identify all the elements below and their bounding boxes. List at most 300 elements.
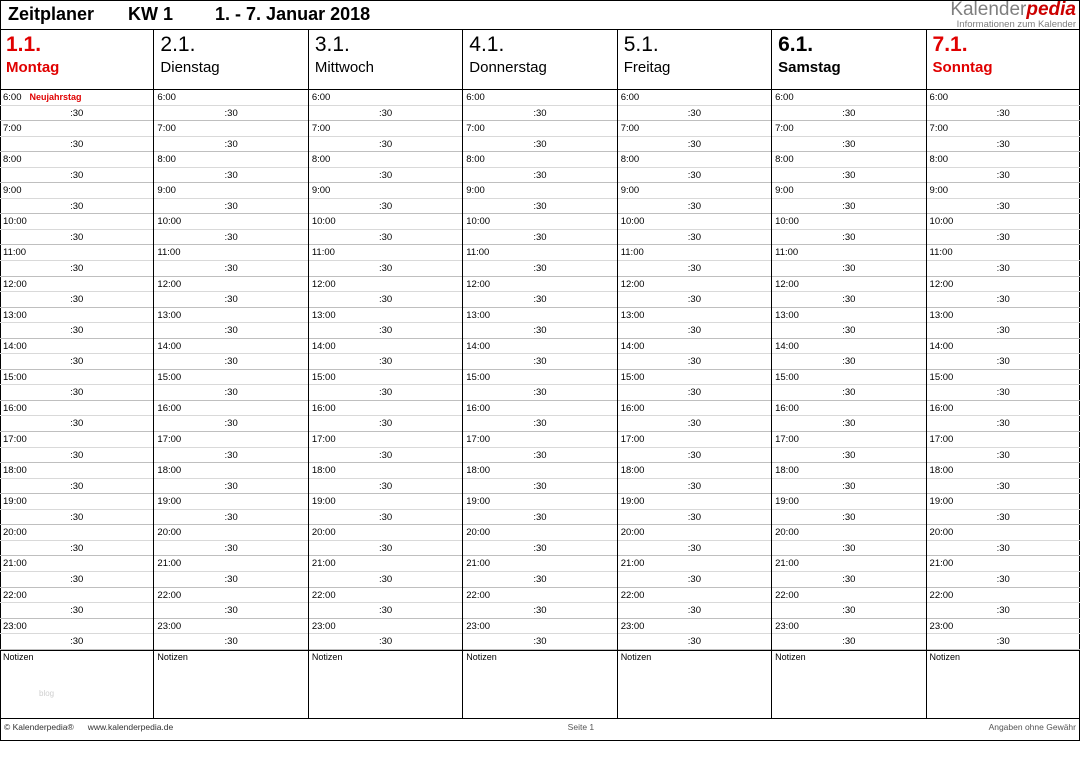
- time-slot[interactable]: [0, 494, 153, 510]
- time-slot[interactable]: [618, 370, 771, 386]
- time-label: 20:00: [775, 527, 799, 539]
- time-slot[interactable]: [463, 277, 616, 293]
- time-slot[interactable]: [0, 292, 153, 308]
- time-slot[interactable]: [154, 137, 307, 153]
- time-slot[interactable]: [772, 416, 925, 432]
- time-slot[interactable]: [618, 214, 771, 230]
- time-slot[interactable]: [618, 401, 771, 417]
- time-slot[interactable]: [0, 370, 153, 386]
- time-label: :30: [533, 636, 547, 648]
- time-slot[interactable]: [772, 245, 925, 261]
- time-slot[interactable]: [0, 401, 153, 417]
- time-slot[interactable]: [772, 168, 925, 184]
- time-slot[interactable]: [154, 479, 307, 495]
- time-slot[interactable]: [309, 619, 462, 635]
- time-slot[interactable]: [618, 323, 771, 339]
- time-slot[interactable]: [618, 354, 771, 370]
- time-label: 19:00: [929, 496, 954, 508]
- time-slot[interactable]: [463, 541, 616, 557]
- time-slot[interactable]: [463, 370, 616, 386]
- time-slot[interactable]: [0, 308, 153, 324]
- time-slot[interactable]: [772, 277, 925, 293]
- time-slot[interactable]: [618, 494, 771, 510]
- time-slot[interactable]: [309, 385, 462, 401]
- time-slot[interactable]: [154, 292, 307, 308]
- time-slot[interactable]: [927, 494, 1080, 510]
- time-slot[interactable]: [618, 308, 771, 324]
- time-slot[interactable]: [154, 152, 307, 168]
- time-slot[interactable]: [772, 572, 925, 588]
- time-slot[interactable]: [927, 416, 1080, 432]
- time-slot[interactable]: [154, 401, 307, 417]
- time-slot[interactable]: [154, 277, 307, 293]
- time-slot[interactable]: [0, 323, 153, 339]
- time-slot[interactable]: [309, 152, 462, 168]
- time-slot[interactable]: [927, 106, 1080, 122]
- time-slot[interactable]: [927, 401, 1080, 417]
- time-slot[interactable]: [927, 448, 1080, 464]
- time-slot[interactable]: [154, 463, 307, 479]
- time-slot[interactable]: [309, 106, 462, 122]
- time-slot[interactable]: [154, 230, 307, 246]
- time-slot[interactable]: [463, 463, 616, 479]
- time-slot[interactable]: [0, 448, 153, 464]
- time-slot[interactable]: [618, 121, 771, 137]
- time-slot[interactable]: [463, 308, 616, 324]
- time-slot[interactable]: [0, 245, 153, 261]
- time-label: :30: [687, 480, 701, 492]
- time-slot[interactable]: [927, 634, 1080, 650]
- time-slot[interactable]: [0, 463, 153, 479]
- time-slot[interactable]: [463, 90, 616, 106]
- time-slot[interactable]: [463, 152, 616, 168]
- time-slot[interactable]: [309, 479, 462, 495]
- time-slot[interactable]: [0, 152, 153, 168]
- time-slot[interactable]: [154, 90, 307, 106]
- time-slot[interactable]: [927, 277, 1080, 293]
- time-slot[interactable]: [0, 168, 153, 184]
- time-slot[interactable]: [309, 168, 462, 184]
- time-slot[interactable]: [927, 463, 1080, 479]
- time-slot[interactable]: [154, 588, 307, 604]
- time-slot[interactable]: [772, 183, 925, 199]
- time-slot[interactable]: [618, 339, 771, 355]
- time-slot[interactable]: [309, 432, 462, 448]
- time-slot[interactable]: [772, 230, 925, 246]
- time-slot[interactable]: [0, 634, 153, 650]
- time-slot[interactable]: [154, 261, 307, 277]
- time-slot[interactable]: [154, 494, 307, 510]
- time-label: 7:00: [929, 123, 949, 135]
- time-label: :30: [533, 605, 547, 617]
- time-slot[interactable]: [927, 152, 1080, 168]
- time-slot[interactable]: [154, 106, 307, 122]
- time-slot[interactable]: [309, 354, 462, 370]
- time-slot[interactable]: [618, 183, 771, 199]
- time-slot[interactable]: [463, 556, 616, 572]
- time-slot[interactable]: [0, 479, 153, 495]
- time-slot[interactable]: [463, 494, 616, 510]
- time-slot[interactable]: [154, 339, 307, 355]
- time-slot[interactable]: [154, 214, 307, 230]
- time-label: :30: [842, 107, 856, 119]
- time-label: 23:00: [157, 620, 182, 632]
- holiday-event-label: Neujahrstag: [29, 92, 82, 102]
- time-label: 9:00: [3, 185, 22, 197]
- time-slot[interactable]: [772, 603, 925, 619]
- time-slot[interactable]: [618, 385, 771, 401]
- time-slot[interactable]: [463, 603, 616, 619]
- time-slot[interactable]: [309, 183, 462, 199]
- time-slot[interactable]: [154, 416, 307, 432]
- time-slot[interactable]: [927, 168, 1080, 184]
- time-slot[interactable]: [309, 245, 462, 261]
- time-slot[interactable]: [0, 416, 153, 432]
- time-label: :30: [996, 511, 1010, 523]
- time-slot[interactable]: [463, 401, 616, 417]
- time-slot[interactable]: [618, 277, 771, 293]
- time-slot[interactable]: [309, 339, 462, 355]
- time-slot[interactable]: [309, 541, 462, 557]
- time-slot[interactable]: [618, 416, 771, 432]
- time-label: :30: [842, 636, 856, 648]
- time-slot[interactable]: [309, 603, 462, 619]
- time-slot[interactable]: [0, 261, 153, 277]
- time-slot[interactable]: [0, 354, 153, 370]
- time-label: 10:00: [157, 216, 182, 228]
- time-label: :30: [70, 200, 84, 212]
- time-slot[interactable]: [463, 385, 616, 401]
- time-label: 18:00: [620, 465, 645, 477]
- time-label: :30: [996, 605, 1010, 617]
- time-slot[interactable]: [463, 230, 616, 246]
- time-slot[interactable]: [772, 90, 925, 106]
- time-slot[interactable]: [927, 619, 1080, 635]
- time-slot[interactable]: [618, 572, 771, 588]
- time-slot[interactable]: [618, 634, 771, 650]
- time-label: 23:00: [929, 620, 954, 632]
- time-slot[interactable]: [463, 261, 616, 277]
- time-slot[interactable]: [0, 137, 153, 153]
- time-slot[interactable]: [618, 199, 771, 215]
- time-slot[interactable]: [463, 448, 616, 464]
- time-label: 11:00: [775, 247, 799, 259]
- time-slot[interactable]: [927, 603, 1080, 619]
- time-slot[interactable]: [0, 510, 153, 526]
- time-slot[interactable]: [0, 90, 153, 106]
- time-slot[interactable]: [772, 588, 925, 604]
- time-label: :30: [842, 294, 856, 306]
- time-slot[interactable]: [772, 556, 925, 572]
- time-label: :30: [687, 200, 701, 212]
- time-slot[interactable]: [309, 230, 462, 246]
- time-slot[interactable]: [772, 370, 925, 386]
- time-slot[interactable]: [772, 323, 925, 339]
- time-slot[interactable]: [772, 401, 925, 417]
- time-slot[interactable]: [309, 277, 462, 293]
- time-slot[interactable]: [927, 556, 1080, 572]
- time-slot[interactable]: [154, 619, 307, 635]
- time-slot[interactable]: [309, 588, 462, 604]
- time-slot[interactable]: [0, 214, 153, 230]
- time-slot[interactable]: [463, 245, 616, 261]
- time-slot[interactable]: [772, 448, 925, 464]
- time-slot[interactable]: [927, 261, 1080, 277]
- time-slot[interactable]: [772, 385, 925, 401]
- time-slot[interactable]: [927, 183, 1080, 199]
- time-slot[interactable]: [927, 432, 1080, 448]
- time-slot[interactable]: [463, 525, 616, 541]
- time-slot[interactable]: [927, 199, 1080, 215]
- time-slot[interactable]: [463, 339, 616, 355]
- time-slot[interactable]: [927, 510, 1080, 526]
- time-slot[interactable]: [927, 245, 1080, 261]
- time-slot[interactable]: [463, 479, 616, 495]
- time-slot[interactable]: [618, 168, 771, 184]
- notes-cell-7[interactable]: [927, 651, 1080, 718]
- time-slot[interactable]: [0, 556, 153, 572]
- time-label: :30: [842, 605, 856, 617]
- time-slot[interactable]: [772, 541, 925, 557]
- time-slot[interactable]: [772, 463, 925, 479]
- time-slot[interactable]: [309, 510, 462, 526]
- time-slot[interactable]: [309, 261, 462, 277]
- time-slot[interactable]: [772, 525, 925, 541]
- time-slot[interactable]: [154, 525, 307, 541]
- time-slot[interactable]: [618, 479, 771, 495]
- time-slot[interactable]: [154, 354, 307, 370]
- time-slot[interactable]: [618, 510, 771, 526]
- time-label: 19:00: [620, 496, 645, 508]
- time-slot[interactable]: [463, 572, 616, 588]
- time-slot[interactable]: [309, 292, 462, 308]
- time-slot[interactable]: [309, 199, 462, 215]
- time-label: :30: [533, 294, 547, 306]
- time-slot[interactable]: [309, 448, 462, 464]
- time-slot[interactable]: [772, 432, 925, 448]
- time-slot[interactable]: [618, 90, 771, 106]
- time-slot[interactable]: [772, 292, 925, 308]
- time-label: :30: [533, 138, 547, 150]
- time-slot[interactable]: [154, 168, 307, 184]
- time-slot[interactable]: [772, 354, 925, 370]
- time-slot[interactable]: [0, 603, 153, 619]
- day-name: Samstag: [778, 59, 841, 76]
- time-label: 21:00: [775, 558, 799, 570]
- time-slot[interactable]: [618, 432, 771, 448]
- time-slot[interactable]: [618, 541, 771, 557]
- page-title: Zeitplaner: [8, 4, 95, 24]
- time-slot[interactable]: [309, 401, 462, 417]
- time-slot[interactable]: [618, 588, 771, 604]
- time-slot[interactable]: [927, 292, 1080, 308]
- notes-cell-1[interactable]: [0, 651, 154, 718]
- time-slot[interactable]: [154, 245, 307, 261]
- time-label: :30: [70, 387, 84, 399]
- time-slot[interactable]: [154, 634, 307, 650]
- time-slot[interactable]: [618, 525, 771, 541]
- time-slot[interactable]: [927, 541, 1080, 557]
- time-slot[interactable]: [463, 199, 616, 215]
- time-slot[interactable]: [463, 137, 616, 153]
- time-slot[interactable]: [0, 385, 153, 401]
- time-slot[interactable]: [0, 121, 153, 137]
- day-header-7: [927, 30, 1080, 89]
- time-slot[interactable]: [0, 183, 153, 199]
- notes-cell-3[interactable]: [309, 651, 463, 718]
- time-slot[interactable]: [772, 214, 925, 230]
- time-label: 11:00: [3, 247, 27, 259]
- notes-cell-5[interactable]: [618, 651, 772, 718]
- time-slot[interactable]: [0, 199, 153, 215]
- time-slot[interactable]: [0, 588, 153, 604]
- time-slot[interactable]: [154, 556, 307, 572]
- time-slot[interactable]: [309, 137, 462, 153]
- time-slot[interactable]: [927, 230, 1080, 246]
- time-slot[interactable]: [154, 510, 307, 526]
- time-slot[interactable]: [927, 137, 1080, 153]
- time-slot[interactable]: [0, 619, 153, 635]
- time-slot[interactable]: [463, 168, 616, 184]
- time-slot[interactable]: [154, 385, 307, 401]
- notes-cell-6[interactable]: [772, 651, 926, 718]
- time-slot[interactable]: [0, 106, 153, 122]
- time-label: 12:00: [3, 278, 27, 290]
- time-label: :30: [996, 636, 1010, 648]
- time-slot[interactable]: [309, 634, 462, 650]
- time-slot[interactable]: [154, 541, 307, 557]
- footer-url[interactable]: www.kalenderpedia.de: [87, 721, 174, 732]
- time-slot[interactable]: [772, 510, 925, 526]
- time-slot[interactable]: [463, 183, 616, 199]
- time-slot[interactable]: [927, 308, 1080, 324]
- time-slot[interactable]: [618, 261, 771, 277]
- time-slot[interactable]: [927, 90, 1080, 106]
- time-slot[interactable]: [309, 323, 462, 339]
- time-slot[interactable]: [618, 152, 771, 168]
- time-slot[interactable]: [309, 308, 462, 324]
- time-slot[interactable]: [772, 619, 925, 635]
- time-slot[interactable]: [463, 214, 616, 230]
- time-slot[interactable]: [927, 572, 1080, 588]
- time-slot[interactable]: [772, 339, 925, 355]
- time-slot[interactable]: [772, 152, 925, 168]
- time-slot[interactable]: [463, 292, 616, 308]
- time-slot[interactable]: [154, 308, 307, 324]
- time-slot[interactable]: [309, 556, 462, 572]
- time-slot[interactable]: [154, 603, 307, 619]
- time-slot[interactable]: [927, 339, 1080, 355]
- time-slot[interactable]: [618, 106, 771, 122]
- time-slot[interactable]: [154, 121, 307, 137]
- time-slot[interactable]: [618, 137, 771, 153]
- time-slot[interactable]: [618, 463, 771, 479]
- time-slot[interactable]: [772, 121, 925, 137]
- time-slot[interactable]: [0, 572, 153, 588]
- time-slot[interactable]: [927, 354, 1080, 370]
- notes-cell-4[interactable]: [463, 651, 617, 718]
- time-slot[interactable]: [463, 354, 616, 370]
- time-slot[interactable]: [618, 448, 771, 464]
- day-name: Mittwoch: [314, 59, 375, 76]
- time-slot[interactable]: [927, 479, 1080, 495]
- time-slot[interactable]: [927, 121, 1080, 137]
- time-slot[interactable]: [927, 588, 1080, 604]
- time-slot[interactable]: [463, 121, 616, 137]
- time-slot[interactable]: [463, 619, 616, 635]
- time-slot[interactable]: [0, 432, 153, 448]
- time-slot[interactable]: [927, 385, 1080, 401]
- time-slot[interactable]: [0, 230, 153, 246]
- time-slot[interactable]: [154, 323, 307, 339]
- time-slot[interactable]: [463, 588, 616, 604]
- time-slot[interactable]: [618, 556, 771, 572]
- time-slot[interactable]: [772, 199, 925, 215]
- time-slot[interactable]: [463, 323, 616, 339]
- time-slot[interactable]: [309, 214, 462, 230]
- time-slot[interactable]: [463, 510, 616, 526]
- time-slot[interactable]: [618, 230, 771, 246]
- time-slot[interactable]: [309, 494, 462, 510]
- time-slot[interactable]: [154, 572, 307, 588]
- time-label: :30: [996, 449, 1010, 461]
- time-slot[interactable]: [154, 370, 307, 386]
- time-slot[interactable]: [772, 494, 925, 510]
- time-label: 16:00: [775, 402, 799, 414]
- time-slot[interactable]: [927, 525, 1080, 541]
- time-slot[interactable]: [463, 106, 616, 122]
- notes-cell-2[interactable]: [154, 651, 308, 718]
- time-slot[interactable]: [772, 137, 925, 153]
- time-slot[interactable]: [309, 121, 462, 137]
- time-label: 16:00: [466, 402, 491, 414]
- time-slot[interactable]: [618, 603, 771, 619]
- time-slot[interactable]: [618, 245, 771, 261]
- time-slot[interactable]: [309, 416, 462, 432]
- time-slot[interactable]: [309, 463, 462, 479]
- time-slot[interactable]: [154, 448, 307, 464]
- time-slot[interactable]: [927, 323, 1080, 339]
- time-label: 15:00: [466, 371, 491, 383]
- time-slot[interactable]: [154, 432, 307, 448]
- time-slot[interactable]: [772, 308, 925, 324]
- time-slot[interactable]: [309, 525, 462, 541]
- time-slot[interactable]: [772, 106, 925, 122]
- time-slot[interactable]: [463, 432, 616, 448]
- time-label: :30: [378, 263, 393, 275]
- time-label: 6:00: [620, 92, 640, 103]
- time-slot[interactable]: [463, 416, 616, 432]
- time-slot[interactable]: [927, 370, 1080, 386]
- time-slot[interactable]: [309, 572, 462, 588]
- time-slot[interactable]: [309, 370, 462, 386]
- time-slot[interactable]: [772, 634, 925, 650]
- time-slot[interactable]: [154, 183, 307, 199]
- time-slot[interactable]: [463, 634, 616, 650]
- time-slot[interactable]: [0, 277, 153, 293]
- time-slot[interactable]: [309, 90, 462, 106]
- time-slot[interactable]: [772, 479, 925, 495]
- time-slot[interactable]: [618, 292, 771, 308]
- time-slot[interactable]: [0, 339, 153, 355]
- time-slot[interactable]: [772, 261, 925, 277]
- time-slot[interactable]: [0, 525, 153, 541]
- time-slot[interactable]: [927, 214, 1080, 230]
- time-slot[interactable]: [154, 199, 307, 215]
- time-slot[interactable]: [618, 619, 771, 635]
- time-label: :30: [842, 418, 856, 430]
- time-slot[interactable]: [0, 541, 153, 557]
